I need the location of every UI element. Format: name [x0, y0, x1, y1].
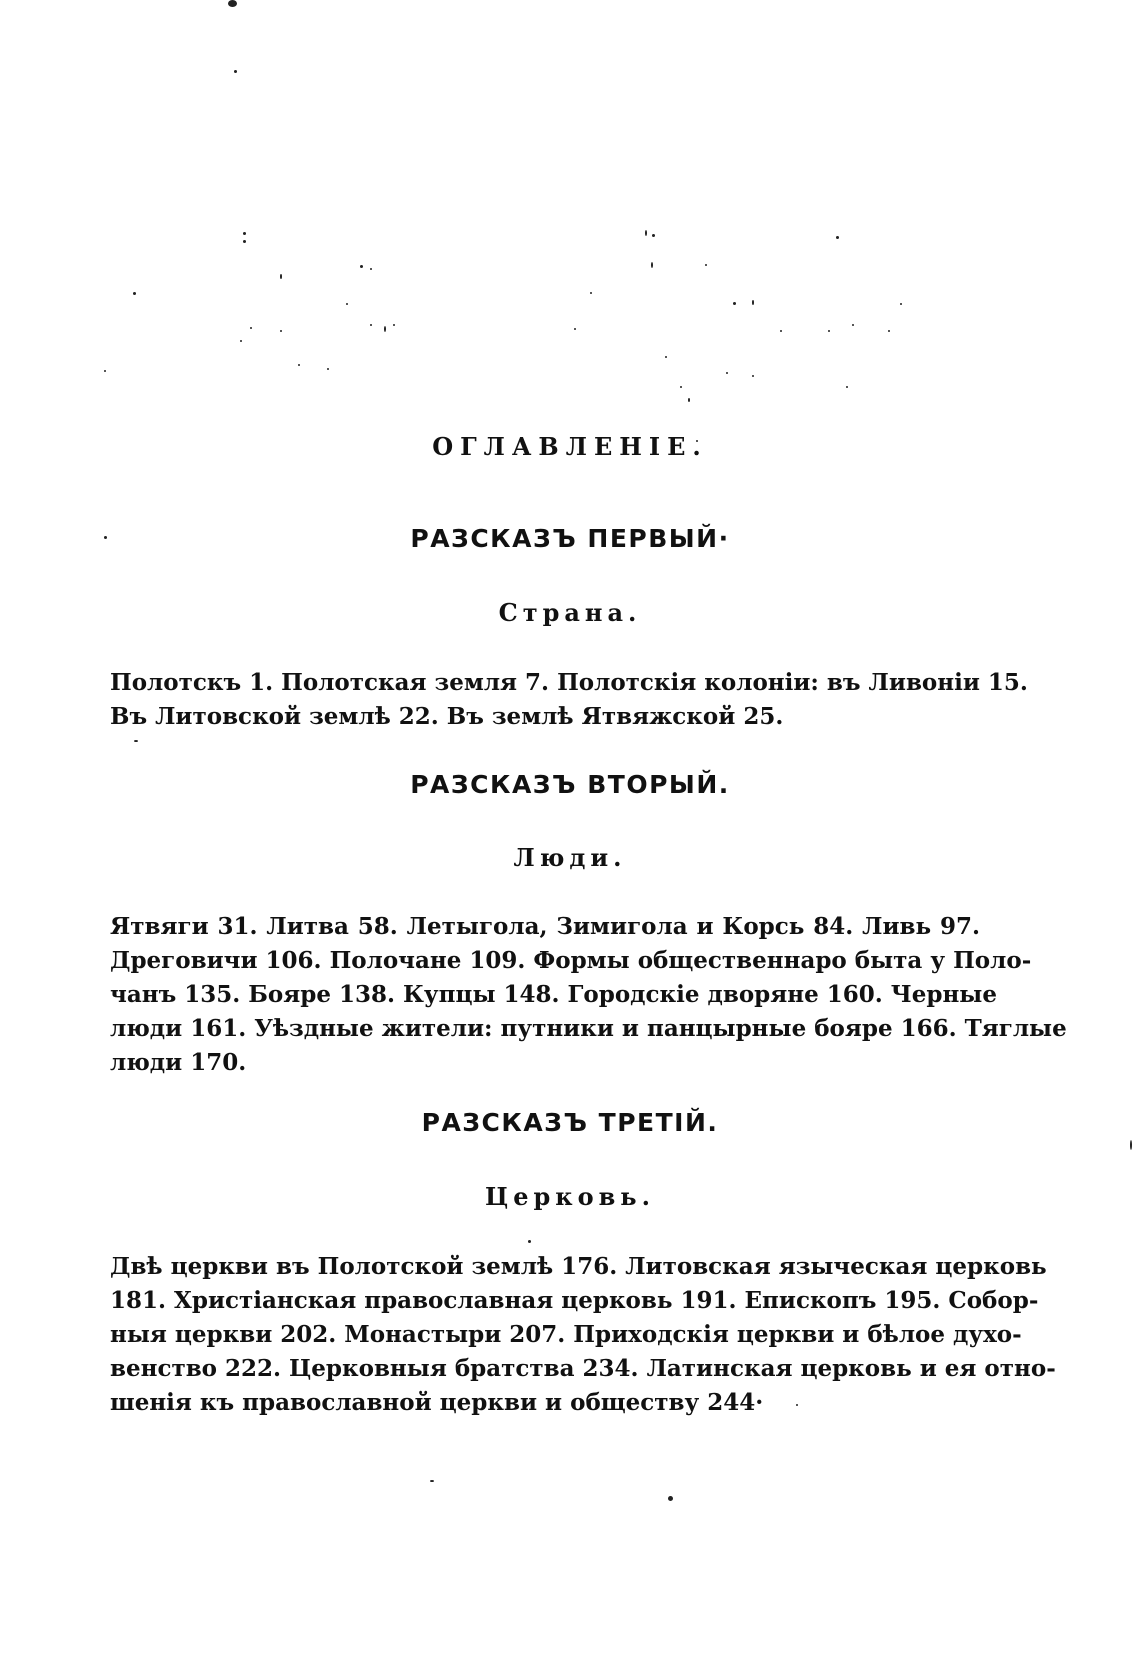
- scan-speck: [900, 303, 902, 305]
- scan-speck: [828, 330, 830, 332]
- scan-speck: [680, 386, 682, 388]
- scan-speck: [780, 330, 782, 332]
- entry-line: Двѣ церкви въ Полотской землѣ 176. Литовская языческая церковь: [110, 1253, 1047, 1280]
- section-1-part-heading: РАЗСКАЗЪ ПЕРВЫЙ·: [410, 524, 730, 553]
- section-3-subtitle: Церковь.: [485, 1182, 655, 1211]
- scan-speck: [240, 340, 242, 342]
- scan-speck: [430, 1480, 434, 1482]
- entry-line: венство 222. Церковныя братства 234. Латинская церковь и ея отно-: [110, 1355, 1056, 1382]
- entry-line: ныя церкви 202. Монастыри 207. Приходскія церкви и бѣлое духо-: [110, 1321, 1022, 1348]
- scan-speck: [134, 740, 138, 742]
- scan-speck: [1130, 1140, 1132, 1150]
- scan-speck: [346, 303, 348, 305]
- entry-line: Ятвяги 31. Литва 58. Летыгола, Зимигола и Корсь 84. Ливь 97.: [110, 913, 980, 940]
- scan-speck: [370, 268, 372, 270]
- scan-speck: [705, 264, 707, 266]
- scan-speck: [645, 230, 647, 236]
- entry-line: чанъ 135. Бояре 138. Купцы 148. Городскіе дворяне 160. Черные: [110, 981, 997, 1008]
- entry-line: 181. Христіанская православная церковь 191. Епископъ 195. Собор-: [110, 1287, 1039, 1314]
- scan-speck: [688, 398, 690, 402]
- entry-line: люди 161. Уѣздные жители: путники и панцырные бояре 166. Тяглые: [110, 1015, 1067, 1042]
- section-3-part-heading: РАЗСКАЗЪ ТРЕТІЙ.: [421, 1108, 719, 1137]
- scan-speck: [651, 262, 653, 268]
- scan-speck: [652, 234, 655, 237]
- scan-speck: [280, 274, 282, 279]
- scan-speck: [370, 324, 372, 326]
- scan-speck: [393, 324, 395, 326]
- section-2-entries: [110, 910, 1067, 1080]
- entry-line: шенія къ православной церкви и обществу 244·: [110, 1389, 764, 1416]
- section-3-entries: [110, 1250, 1056, 1420]
- section-2-subtitle: Люди.: [513, 843, 627, 872]
- scan-speck: [327, 368, 329, 370]
- entry-line: Дреговичи 106. Полочане 109. Формы общественнаро быта у Поло-: [110, 947, 1032, 974]
- scan-speck: [726, 372, 728, 374]
- scan-speck: [665, 356, 667, 358]
- scan-speck: [228, 0, 237, 7]
- scan-speck: [384, 326, 386, 332]
- scan-speck: [133, 292, 136, 295]
- scan-speck: [852, 324, 854, 326]
- scan-speck: [243, 232, 246, 235]
- scan-speck: [752, 300, 754, 305]
- scan-speck: [668, 1496, 673, 1501]
- section-2-part-heading: РАЗСКАЗЪ ВТОРЫЙ.: [410, 770, 730, 799]
- page-title: ОГЛАВЛЕНІЕ.: [432, 432, 708, 461]
- entry-line: Въ Литовской землѣ 22. Въ землѣ Ятвяжской 25.: [110, 703, 784, 730]
- scan-speck: [836, 236, 839, 239]
- scan-speck: [360, 265, 363, 268]
- entry-line: люди 170.: [110, 1049, 247, 1076]
- scan-speck: [888, 330, 890, 332]
- scan-speck: [752, 375, 754, 377]
- scan-speck: [104, 370, 106, 372]
- section-1-entries: [110, 666, 1028, 734]
- scan-speck: [574, 328, 576, 330]
- scan-speck: [298, 364, 300, 366]
- scan-speck: [234, 70, 237, 73]
- scan-speck: [590, 292, 592, 294]
- scan-speck: [280, 330, 282, 332]
- scan-speck: [846, 386, 848, 388]
- scan-speck: [250, 327, 252, 329]
- entry-line: Полотскъ 1. Полотская земля 7. Полотскія колоніи: въ Ливоніи 15.: [110, 669, 1028, 696]
- scan-speck: [243, 240, 246, 243]
- section-1-subtitle: Страна.: [498, 598, 642, 627]
- scan-speck: [528, 1240, 531, 1243]
- scan-speck: [733, 302, 736, 305]
